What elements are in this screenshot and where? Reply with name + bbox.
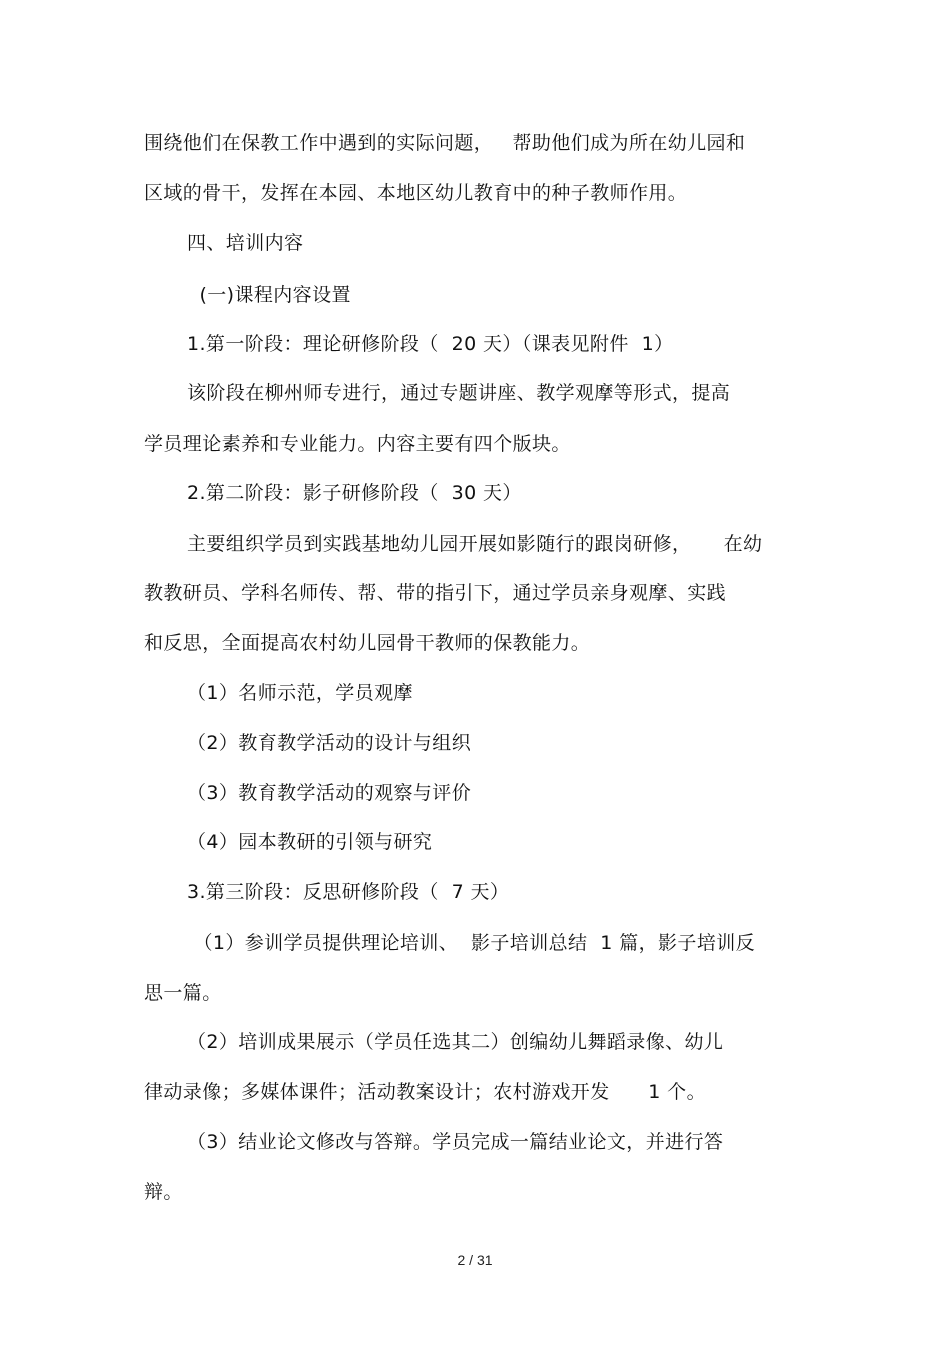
paragraph-line: 学员理论素养和专业能力。内容主要有四个版块。 <box>144 433 571 455</box>
paragraph-line: 主要组织学员到实践基地幼儿园开展如影随行的跟岗研修， 在幼 <box>187 533 763 555</box>
list-item: （1）参训学员提供理论培训、 影子培训总结 1 篇，影子培训反 <box>187 932 756 954</box>
list-item: （1）名师示范，学员观摩 <box>187 682 413 704</box>
paragraph-line: 区域的骨干，发挥在本园、本地区幼儿教育中的种子教师作用。 <box>144 182 688 204</box>
paragraph-line: 辩。 <box>144 1181 183 1203</box>
paragraph-line: 该阶段在柳州师专进行，通过专题讲座、教学观摩等形式，提高 <box>187 382 731 404</box>
paragraph-line: 围绕他们在保教工作中遇到的实际问题， 帮助他们成为所在幼儿园和 <box>144 132 746 154</box>
list-item: （2）培训成果展示（学员任选其二）创编幼儿舞蹈录像、幼儿 <box>187 1031 724 1053</box>
paragraph-line: 教教研员、学科名师传、帮、带的指引下，通过学员亲身观摩、实践 <box>144 582 727 604</box>
section-heading: 四、培训内容 <box>187 232 304 254</box>
paragraph-line: 思一篇。 <box>144 982 222 1004</box>
page-number: 2 / 31 <box>457 1252 493 1268</box>
list-item: （4）园本教研的引领与研究 <box>187 831 433 853</box>
list-item: （3）结业论文修改与答辩。学员完成一篇结业论文，并进行答 <box>187 1131 724 1153</box>
paragraph-line: 和反思，全面提高农村幼儿园骨干教师的保教能力。 <box>144 632 591 654</box>
stage-heading: 2.第二阶段：影子研修阶段（ 30 天） <box>187 482 522 504</box>
stage-heading: 1.第一阶段：理论研修阶段（ 20 天）（课表见附件 1） <box>187 333 674 355</box>
subsection-heading: (一)课程内容设置 <box>193 284 351 306</box>
list-item: （3）教育教学活动的观察与评价 <box>187 782 472 804</box>
list-item: （2）教育教学活动的设计与组织 <box>187 732 472 754</box>
stage-heading: 3.第三阶段：反思研修阶段（ 7 天） <box>187 881 510 903</box>
paragraph-line: 律动录像；多媒体课件；活动教案设计；农村游戏开发 1 个。 <box>144 1081 706 1103</box>
